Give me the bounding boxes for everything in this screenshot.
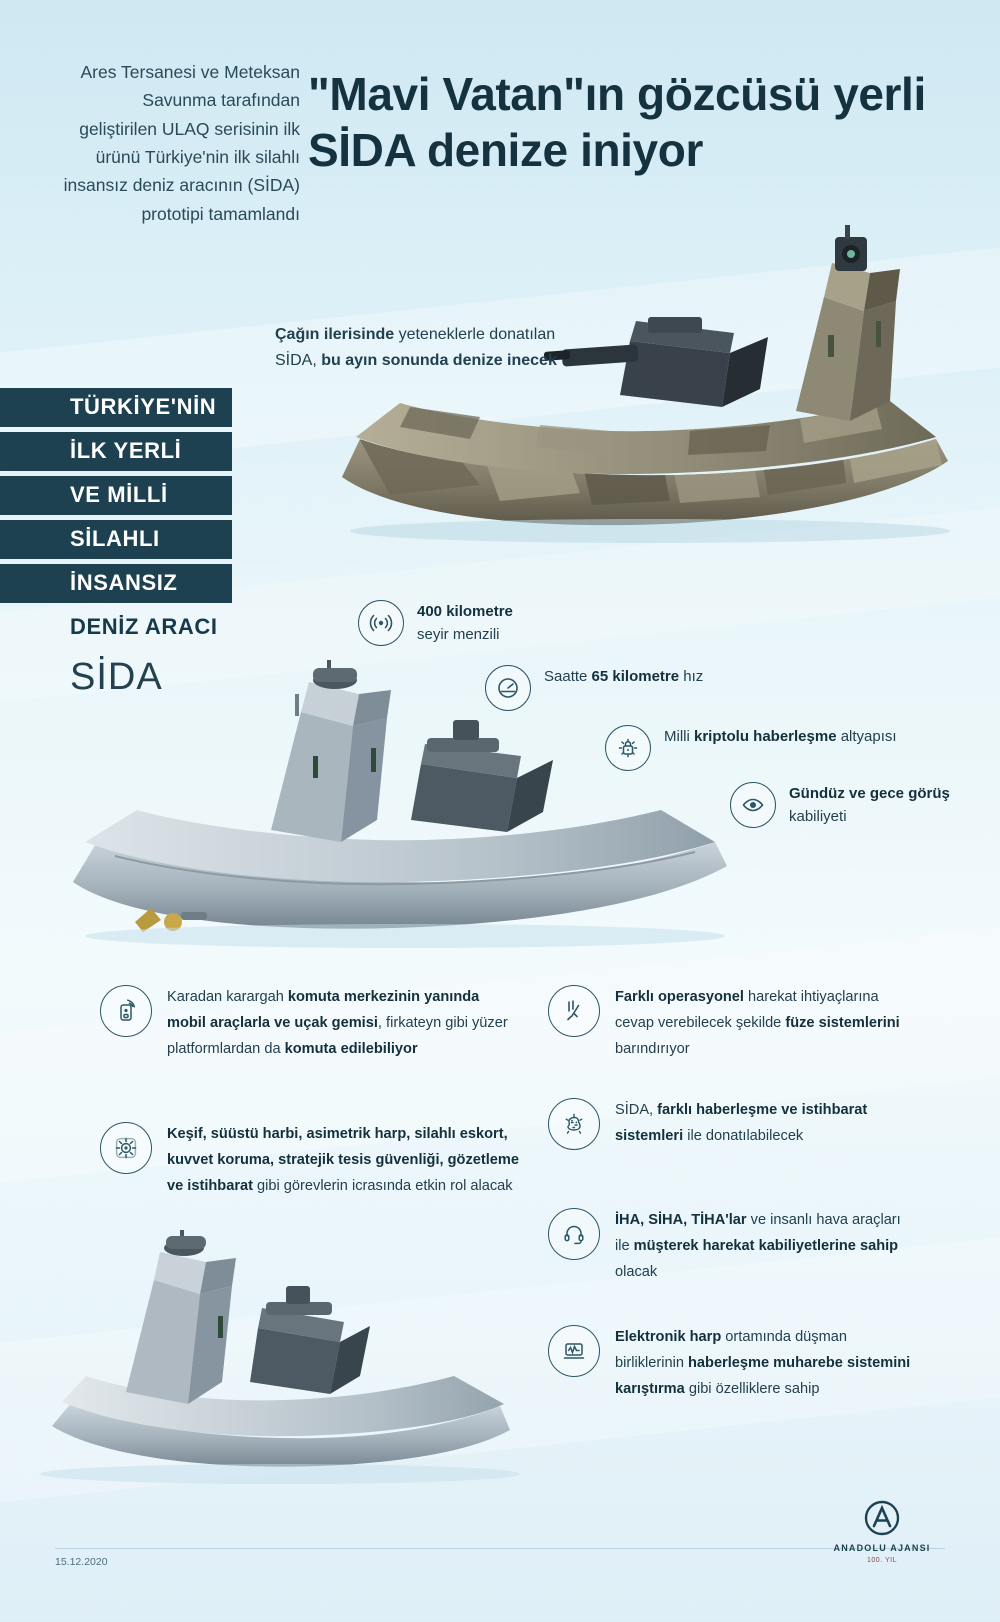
vessel-camouflage-illustration: [330, 225, 970, 555]
top-note: [275, 322, 565, 374]
ribbon-title-block: [0, 388, 330, 699]
ribbon-line-6: DENİZ ARACI: [70, 614, 218, 639]
seg: müşterek harekat kabiliyetlerine sahip: [633, 1237, 899, 1254]
ribbon-line-4: SİLAHLI: [0, 520, 232, 559]
agency-logo: [822, 1500, 942, 1564]
spec-speed-pre: Saatte: [544, 668, 592, 685]
spec-crypto-value: kriptolu haberleşme: [694, 728, 837, 745]
feature-comm-intel: [548, 1098, 918, 1150]
feature-joint-ops: [548, 1208, 918, 1286]
seg: Keşif, süüstü harbi, asimetrik harp, silahlı eskort, kuvvet koruma, stratejik tesis güvenliği, gözetleme ve istihbarat: [167, 1126, 519, 1194]
seg: füze sistemlerini: [785, 1014, 900, 1031]
spec-range: [358, 600, 513, 647]
seg: İHA, SİHA, TİHA'lar: [615, 1212, 747, 1228]
remote-control-icon: [100, 985, 152, 1037]
headset-drone-icon: [548, 1208, 600, 1260]
signal-waves-icon: [358, 600, 404, 646]
spec-speed-value: 65 kilometre: [591, 668, 680, 685]
top-note-bold-1: Çağın ilerisinde: [275, 326, 395, 343]
seg: gibi görevlerin icrasında etkin rol alacak: [252, 1177, 513, 1194]
feature-command-control: [100, 985, 520, 1063]
feature-comm-intel-text: [615, 1098, 918, 1150]
seg: , firkateyn gibi yüzer platformlardan da: [167, 1014, 508, 1057]
spec-range-label: seyir menzili: [417, 626, 500, 644]
vessel-bow-view-illustration: [30, 1230, 530, 1500]
spec-vision-value: Gündüz ve gece görüş: [789, 785, 950, 802]
seg: SİDA,: [615, 1102, 658, 1118]
spec-range-text: [417, 600, 513, 647]
ribbon-line-2: İLK YERLİ: [0, 432, 232, 471]
seg: komuta edilebiliyor: [284, 1040, 418, 1057]
brand-name: SİDA: [70, 656, 163, 698]
feature-missions: [100, 1122, 530, 1200]
footer-divider: [55, 1548, 945, 1549]
ai-chip-icon: [548, 1098, 600, 1150]
spec-vision-text: [789, 782, 1000, 829]
header-kicker: Ares Tersanesi ve Meteksan Savunma tarafından geliştirilen ULAQ serisinin ilk ürünü Türkiye'nin ilk silahlı insansız deniz aracının (SİDA) prototipi tamamlandı: [63, 62, 300, 224]
feature-missions-text: [167, 1122, 530, 1200]
spec-speed-label: hız: [679, 668, 704, 685]
spec-crypto-pre: Milli: [664, 728, 694, 745]
spec-vision: [730, 782, 1000, 829]
missile-launch-icon: [548, 985, 600, 1037]
ribbon-line-5: İNSANSIZ: [0, 564, 232, 603]
feature-missiles: [548, 985, 918, 1063]
target-gear-icon: [100, 1122, 152, 1174]
seg: Farklı operasyonel: [615, 989, 744, 1005]
agency-name: ANADOLU AJANSI: [833, 1543, 931, 1553]
seg: ortamında düşman birliklerinin: [615, 1329, 847, 1371]
electronic-warfare-icon: [548, 1325, 600, 1377]
seg: ve insanlı hava araçları ile: [615, 1212, 901, 1254]
seg: haberleşme muharebe sistemini karıştırma: [615, 1354, 911, 1397]
seg: olacak: [615, 1263, 658, 1280]
spec-crypto-label: altyapısı: [836, 728, 897, 745]
feature-joint-ops-text: [615, 1208, 918, 1286]
ribbon-line-3: VE MİLLİ: [0, 476, 232, 515]
feature-electronic-warfare-text: [615, 1325, 918, 1403]
feature-electronic-warfare: [548, 1325, 918, 1403]
vessel-grey-illustration: [55, 660, 755, 960]
feature-missiles-text: [615, 985, 918, 1063]
top-note-bold-2: bu ayın sonunda denize inecek: [321, 351, 557, 369]
ribbon-line-1: TÜRKİYE'NİN: [0, 388, 232, 427]
agency-sublabel: 100. YIL: [867, 1557, 897, 1564]
seg: ile donatılabilecek: [683, 1127, 804, 1144]
seg: harekat ihtiyaçlarına cevap verebilecek şekilde: [615, 989, 879, 1031]
seg: farklı haberleşme ve istihbarat sistemleri: [615, 1102, 868, 1144]
feature-command-control-text: [167, 985, 520, 1063]
top-note-text-1: yeteneklerle donatılan SİDA,: [275, 326, 556, 369]
publish-date: 15.12.2020: [55, 1556, 108, 1568]
seg: gibi özelliklere sahip: [684, 1380, 820, 1397]
page-title: "Mavi Vatan"ın gözcüsü yerli SİDA denize iniyor: [308, 68, 926, 177]
seg: barındırıyor: [615, 1040, 690, 1057]
seg: Elektronik harp: [615, 1329, 722, 1345]
seg: Karadan karargah: [167, 989, 288, 1005]
spec-range-value: 400 kilometre: [417, 603, 513, 620]
seg: komuta merkezinin yanında mobil araçlarla ve uçak gemisi: [167, 989, 480, 1031]
spec-vision-label: kabiliyeti: [789, 808, 847, 826]
